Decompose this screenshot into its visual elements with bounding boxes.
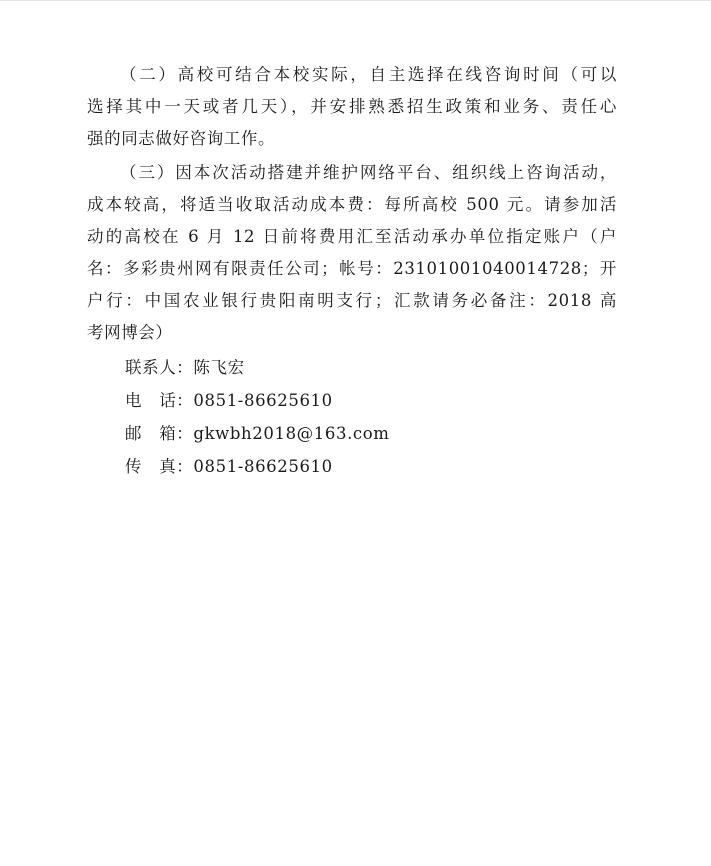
contact-value: gkwbh2018@163.com (193, 424, 390, 443)
paragraph-line: 考网博会） (87, 323, 173, 342)
contact-value: 陈飞宏 (193, 358, 245, 377)
paragraph-line: 成本较高，将适当收取活动成本费：每所高校 500 元。请参加活 (87, 195, 617, 214)
paragraph-line: （三）因本次活动搭建并维护网络平台、组织线上咨询活动， (120, 163, 617, 182)
paragraph-line: 户行：中国农业银行贵阳南明支行；汇款请务必备注：2018 高 (87, 291, 617, 310)
contact-value: 0851-86625610 (193, 457, 333, 476)
contact-label: 邮 箱： (125, 424, 194, 443)
contact-info (87, 351, 617, 483)
paragraph-line: 选择其中一天或者几天），并安排熟悉招生政策和业务、责任心 (87, 97, 617, 116)
contact-email-row (87, 417, 617, 450)
contact-value: 0851-86625610 (193, 391, 333, 410)
paragraph-line: 强的同志做好咨询工作。 (87, 129, 276, 148)
paragraph-line: （二）高校可结合本校实际，自主选择在线咨询时间（可以 (120, 65, 617, 84)
document-body (87, 59, 617, 483)
paragraph-2 (87, 59, 617, 155)
paragraph-line: 动的高校在 6 月 12 日前将费用汇至活动承办单位指定账户（户 (87, 227, 617, 246)
contact-label: 联系人： (125, 358, 194, 377)
contact-label: 电 话： (125, 391, 194, 410)
contact-fax-row (87, 450, 617, 483)
paragraph-3 (87, 157, 617, 349)
contact-phone-row (87, 384, 617, 417)
contact-label: 传 真： (125, 457, 194, 476)
contact-person-row (87, 351, 617, 384)
paragraph-line: 名：多彩贵州网有限责任公司；帐号：23101001040014728；开 (87, 259, 617, 278)
